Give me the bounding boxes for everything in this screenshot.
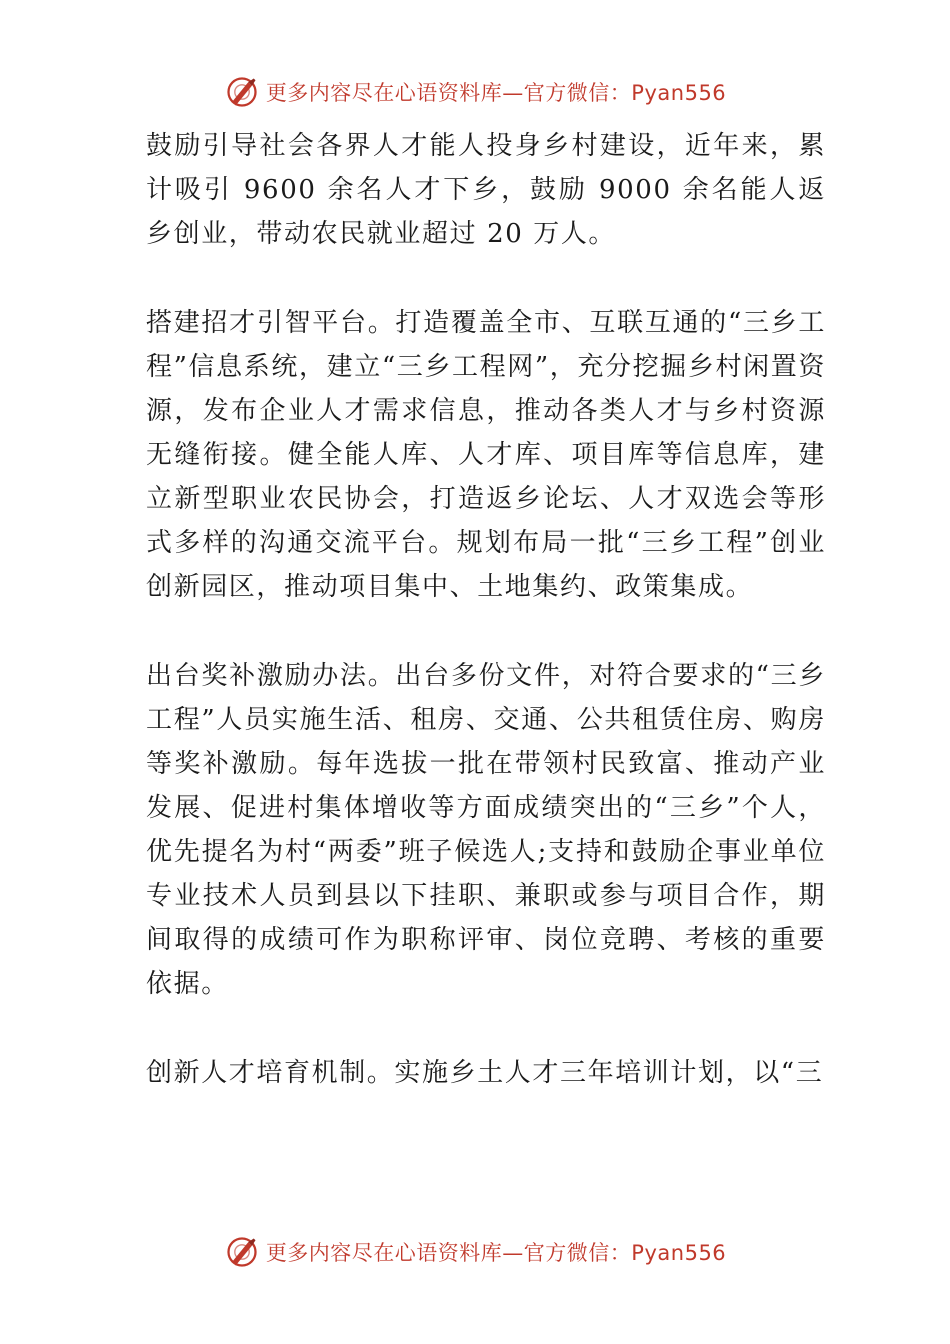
watermark-text: 更多内容尽在心语资料库—官方微信：Pyan556	[265, 81, 727, 105]
footer-watermark	[0, 1232, 950, 1272]
paragraph-2: 搭建招才引智平台。打造覆盖全市、互联互通的“三乡工程”信息系统，建立“三乡工程网”，充分挖掘乡村闲置资源，发布企业人才需求信息，推动各类人才与乡村资源无缝衔接。健全能人库、人才库、项目库等信息库，建立新型职业农民协会，打造返乡论坛、人才双选会等形式多样的沟通交流平台。规划布局一批“三乡工程”创业创新园区，推动项目集中、土地集约、政策集成。	[146, 308, 826, 602]
document-body	[146, 124, 826, 1095]
paragraph-4: 创新人才培育机制。实施乡土人才三年培训计划，以“三	[146, 1058, 824, 1088]
watermark-text: 更多内容尽在心语资料库—官方微信：Pyan556	[265, 1241, 727, 1265]
fountain-pen-nib-icon	[224, 1234, 260, 1270]
paragraph-3: 出台奖补激励办法。出台多份文件，对符合要求的“三乡工程”人员实施生活、租房、交通、公共租赁住房、购房等奖补激励。每年选拔一批在带领村民致富、推动产业发展、促进村集体增收等方面成绩突出的“三乡”个人，优先提名为村“两委”班子候选人;支持和鼓励企事业单位专业技术人员到县以下挂职、兼职或参与项目合作，期间取得的成绩可作为职称评审、岗位竞聘、考核的重要依据。	[146, 661, 826, 999]
header-watermark	[0, 72, 950, 112]
paragraph-1: 鼓励引导社会各界人才能人投身乡村建设，近年来，累计吸引 9600 余名人才下乡，鼓励 9000 余名能人返乡创业，带动农民就业超过 20 万人。	[146, 131, 826, 249]
fountain-pen-nib-icon	[224, 74, 260, 110]
